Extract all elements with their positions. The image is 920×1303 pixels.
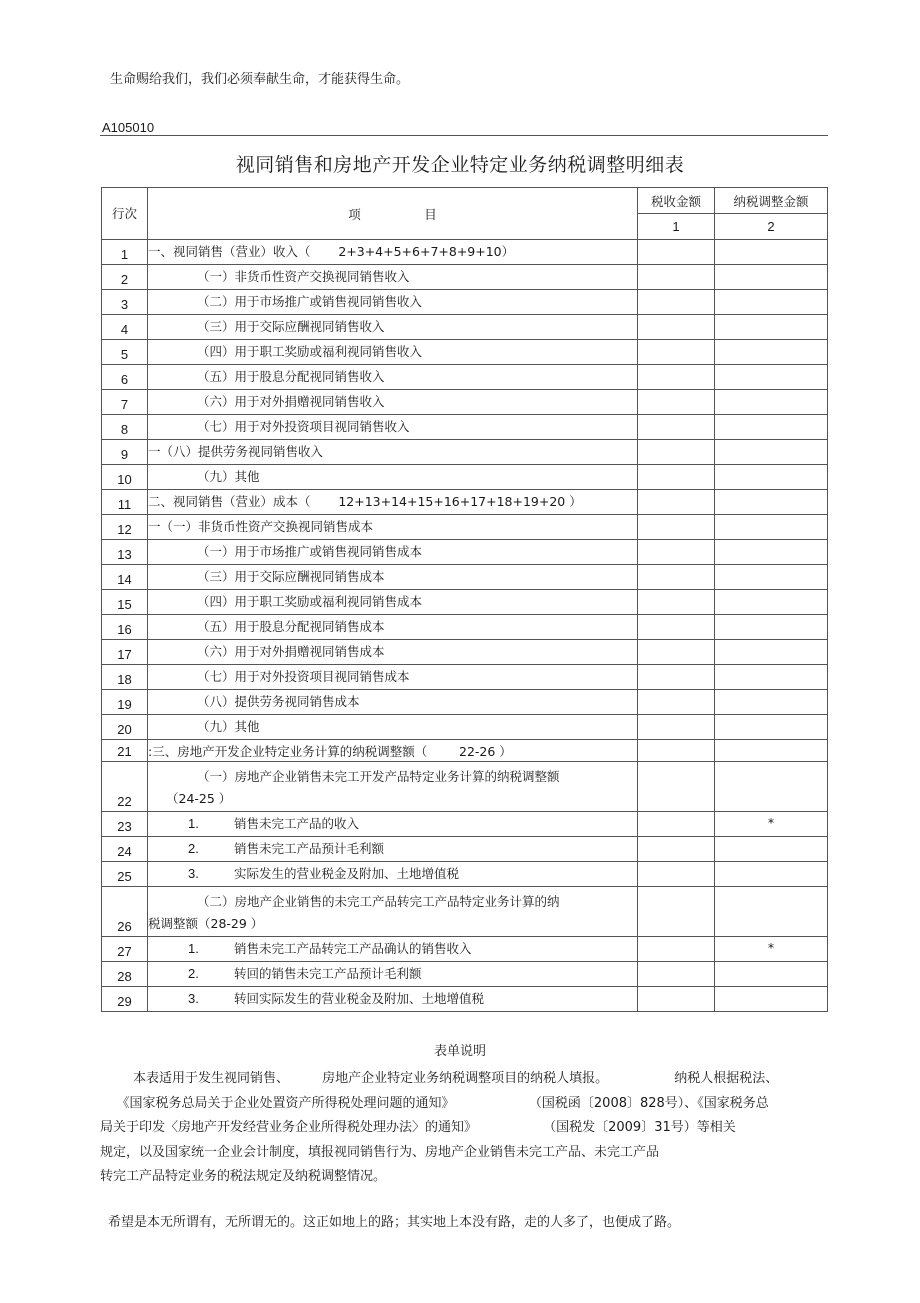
adjust-amount-cell [715,862,828,887]
tax-amount-cell [638,390,715,415]
row-number: 22 [102,762,148,812]
row-item [148,665,638,690]
row-item-text: 转回实际发生的营业税金及附加、土地增值税 [234,991,485,1006]
row-item-line: （二）房地产企业销售的未完工产品转完工产品特定业务计算的纳 [197,894,560,909]
row-item [148,365,638,390]
table-row [102,540,828,565]
row-item-text: 实际发生的营业税金及附加、土地增值税 [234,866,460,881]
adjust-amount-cell [715,540,828,565]
adjust-amount-cell [715,465,828,490]
table-row [102,887,828,937]
form-code: A105010 [102,120,155,135]
row-item [148,515,638,540]
row-sub-number: 1. [188,816,199,831]
adjust-amount-cell [715,615,828,640]
tax-amount-cell [638,887,715,937]
row-item [148,690,638,715]
tax-amount-cell [638,365,715,390]
table-row [102,615,828,640]
row-sub-number: 1. [188,941,199,956]
row-sub-number: 3. [188,866,199,881]
adjust-amount-cell [715,365,828,390]
header-col-2: 2 [715,214,828,240]
notes-line: 转完工产品特定业务的税法规定及纳税调整情况。 [100,1169,387,1184]
table-row [102,962,828,987]
row-item [148,590,638,615]
adjust-amount-cell [715,515,828,540]
row-number: 24 [102,837,148,862]
table-row [102,640,828,665]
header-col-1: 1 [638,214,715,240]
table-body [102,240,828,1012]
tax-amount-cell [638,515,715,540]
tax-amount-cell [638,690,715,715]
row-number: 4 [102,315,148,340]
row-item-text: 销售未完工产品预计毛利额 [234,841,385,856]
tax-amount-cell [638,987,715,1012]
row-item-text: （一）用于市场推广或销售视同销售成本 [197,544,423,559]
row-item-text: （三）用于交际应酬视同销售收入 [197,319,385,334]
table-row [102,315,828,340]
tax-amount-cell [638,315,715,340]
row-item [148,390,638,415]
adjust-amount-cell [715,665,828,690]
adjust-amount-cell [715,837,828,862]
tax-amount-cell [638,615,715,640]
tax-amount-cell [638,937,715,962]
bottom-quote: 希望是本无所谓有，无所谓无的。这正如地上的路；其实地上本没有路，走的人多了，也便成了路。 [108,1215,681,1230]
adjust-amount-cell [715,440,828,465]
row-item [148,762,638,812]
adjust-amount-cell [715,987,828,1012]
table-row [102,565,828,590]
table-row [102,590,828,615]
row-item [148,837,638,862]
tax-amount-cell [638,862,715,887]
row-item [148,887,638,937]
header-item: 项 目 [148,188,638,240]
table-row [102,390,828,415]
row-item-text: :三、房地产开发企业特定业务计算的纳税调整额（ 22-26 ） [148,744,512,759]
table-row [102,340,828,365]
row-number: 19 [102,690,148,715]
tax-amount-cell [638,640,715,665]
tax-amount-cell [638,740,715,762]
table-row [102,987,828,1012]
table-row [102,415,828,440]
row-item [148,812,638,837]
row-number: 9 [102,440,148,465]
notes-body [100,1067,820,1190]
row-number: 17 [102,640,148,665]
adjust-amount-cell [715,590,828,615]
row-number: 12 [102,515,148,540]
adjust-amount-cell [715,415,828,440]
tax-amount-cell [638,665,715,690]
row-number: 21 [102,740,148,762]
row-number: 25 [102,862,148,887]
row-item-text: 一（一）非货币性资产交换视同销售成本 [148,519,374,534]
notes-line: 规定，以及国家统一企业会计制度，填报视同销售行为、房地产企业销售未完工产品、未完工产品 [100,1144,660,1160]
row-item-text: （四）用于职工奖励或福利视同销售成本 [197,594,423,609]
table-row [102,762,828,812]
row-item-text: 销售未完工产品转完工产品确认的销售收入 [234,941,472,956]
row-number: 1 [102,240,148,265]
table-row [102,862,828,887]
page-title: 视同销售和房地产开发企业特定业务纳税调整明细表 [235,154,685,176]
adjustment-table [101,187,828,1012]
header-divider [100,135,828,136]
adjust-amount-cell [715,962,828,987]
row-sub-number: 2. [188,966,199,981]
table-row [102,812,828,837]
row-item [148,490,638,515]
tax-amount-cell [638,540,715,565]
row-item [148,465,638,490]
row-item [148,937,638,962]
row-item-text: （四）用于职工奖励或福利视同销售收入 [197,344,423,359]
notes-line: 《国家税务总局关于企业处置资产所得税处理问题的通知》 （国税函〔2008〕828号）、《国家税务总 [100,1095,769,1111]
adjust-amount-cell: * [715,937,828,962]
top-quote: 生命赐给我们，我们必须奉献生命，才能获得生命。 [110,72,410,87]
table-row [102,490,828,515]
row-item [148,715,638,740]
row-item-text: （九）其他 [197,469,260,484]
row-number: 29 [102,987,148,1012]
adjust-amount-cell [715,340,828,365]
table-row [102,365,828,390]
row-number: 5 [102,340,148,365]
adjust-amount-cell [715,490,828,515]
row-number: 15 [102,590,148,615]
tax-amount-cell [638,415,715,440]
adjust-amount-cell [715,715,828,740]
tax-amount-cell [638,290,715,315]
table-row [102,937,828,962]
header-row-no: 行次 [102,188,148,240]
row-number: 26 [102,887,148,937]
row-number: 8 [102,415,148,440]
adjust-amount-cell [715,762,828,812]
row-item-text: （三）用于交际应酬视同销售成本 [197,569,385,584]
row-number: 16 [102,615,148,640]
row-item [148,540,638,565]
row-item-text: （一）非货币性资产交换视同销售收入 [197,269,410,284]
tax-amount-cell [638,265,715,290]
row-number: 11 [102,490,148,515]
row-number: 28 [102,962,148,987]
adjust-amount-cell [715,315,828,340]
adjust-amount-cell [715,240,828,265]
row-sub-number: 2. [188,841,199,856]
table-row [102,240,828,265]
row-item [148,290,638,315]
row-item [148,640,638,665]
row-item [148,565,638,590]
row-item [148,440,638,465]
row-item-text: 转回的销售未完工产品预计毛利额 [234,966,422,981]
form-notes [100,1040,820,1190]
row-item-text: （二）用于市场推广或销售视同销售收入 [197,294,423,309]
header-adjust-amount: 纳税调整金额 [715,188,828,214]
row-item-text: 销售未完工产品的收入 [234,816,360,831]
row-item-text: （六）用于对外捐赠视同销售收入 [197,394,385,409]
row-item-text: 一（八）提供劳务视同销售收入 [148,444,324,459]
row-item-line: （24-25 ） [166,791,232,806]
row-item-text: （六）用于对外捐赠视同销售成本 [197,644,385,659]
row-number: 14 [102,565,148,590]
row-number: 20 [102,715,148,740]
row-number: 27 [102,937,148,962]
row-number: 23 [102,812,148,837]
row-number: 7 [102,390,148,415]
table-row [102,265,828,290]
adjust-amount-cell: * [715,812,828,837]
adjust-amount-cell [715,690,828,715]
adjust-amount-cell [715,390,828,415]
table-row [102,440,828,465]
row-item [148,615,638,640]
tax-amount-cell [638,590,715,615]
tax-amount-cell [638,340,715,365]
tax-amount-cell [638,490,715,515]
table-row [102,665,828,690]
table-row [102,515,828,540]
tax-amount-cell [638,715,715,740]
tax-amount-cell [638,762,715,812]
row-item [148,340,638,365]
notes-line: 局关于印发〈房地产开发经营业务企业所得税处理办法〉的通知》 （国税发〔2009〕31号）等相关 [100,1120,736,1135]
row-item-text: （七）用于对外投资项目视同销售收入 [197,419,410,434]
row-item [148,740,638,762]
row-item-text: （七）用于对外投资项目视同销售成本 [197,669,410,684]
row-number: 2 [102,265,148,290]
notes-title: 表单说明 [433,1044,486,1059]
row-item-text: （八）提供劳务视同销售成本 [197,694,360,709]
tax-amount-cell [638,465,715,490]
table-row [102,690,828,715]
row-number: 18 [102,665,148,690]
adjust-amount-cell [715,740,828,762]
row-item [148,315,638,340]
tax-amount-cell [638,440,715,465]
adjust-amount-cell [715,265,828,290]
row-number: 13 [102,540,148,565]
row-item-text: 一、视同销售（营业）收入（ 2+3+4+5+6+7+8+9+10） [148,244,515,259]
tax-amount-cell [638,962,715,987]
row-item-text: （五）用于股息分配视同销售成本 [197,619,385,634]
row-item-text: （九）其他 [197,719,260,734]
row-item-line: （一）房地产企业销售未完工开发产品特定业务计算的纳税调整额 [197,769,560,784]
row-item [148,862,638,887]
tax-amount-cell [638,837,715,862]
row-item [148,240,638,265]
adjust-amount-cell [715,887,828,937]
adjust-amount-cell [715,290,828,315]
row-item [148,415,638,440]
table-row [102,715,828,740]
table-row [102,837,828,862]
header-tax-amount: 税收金额 [638,188,715,214]
row-sub-number: 3. [188,991,199,1006]
tax-amount-cell [638,240,715,265]
adjust-amount-cell [715,640,828,665]
tax-amount-cell [638,565,715,590]
row-item [148,265,638,290]
table-row [102,290,828,315]
table-row [102,465,828,490]
row-item [148,987,638,1012]
row-number: 3 [102,290,148,315]
row-item-text: （五）用于股息分配视同销售收入 [197,369,385,384]
row-number: 6 [102,365,148,390]
tax-amount-cell [638,812,715,837]
row-item-line: 税调整额（28-29 ） [148,916,264,931]
table-row [102,740,828,762]
notes-line: 本表适用于发生视同销售、 房地产企业特定业务纳税调整项目的纳税人填报。 纳税人根据税法、 [100,1071,779,1086]
row-item [148,962,638,987]
adjust-amount-cell [715,565,828,590]
row-number: 10 [102,465,148,490]
row-item-text: 二、视同销售（营业）成本（ 12+13+14+15+16+17+18+19+20 ） [148,494,582,509]
